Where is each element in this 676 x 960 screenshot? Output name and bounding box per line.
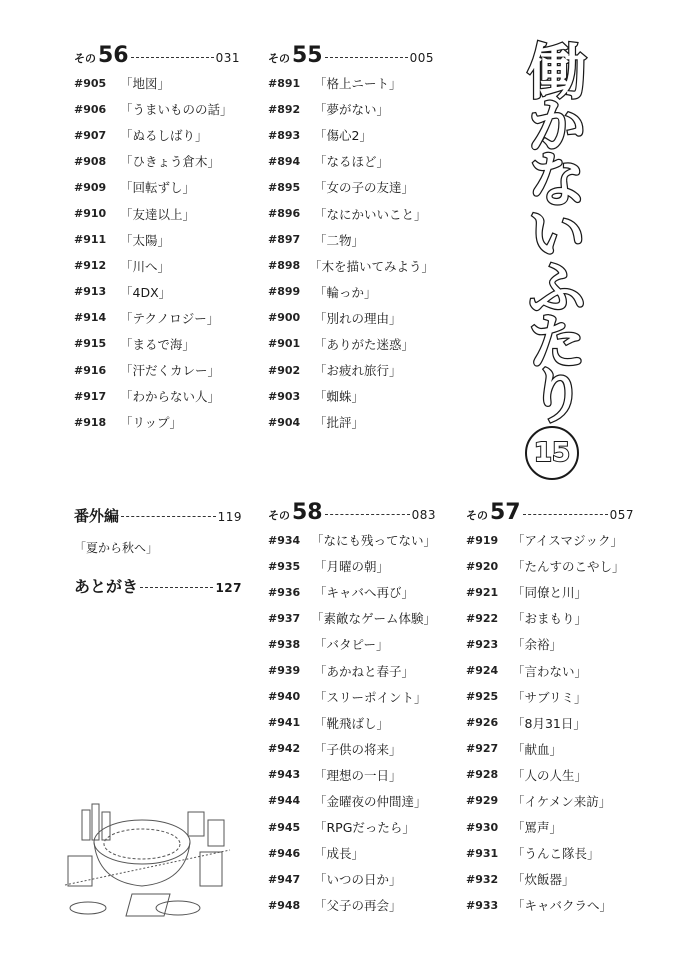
episode-list: [74, 70, 240, 435]
episode-title: 「別れの理由」: [314, 310, 402, 326]
episode-number: #907: [74, 128, 107, 142]
episode-list: [268, 70, 434, 435]
episode-number: #939: [268, 664, 301, 678]
leader-dots: [523, 514, 608, 515]
episode-number: #922: [466, 611, 499, 625]
episode-number: #941: [268, 716, 301, 730]
episode-title: 「わからない人」: [120, 389, 221, 405]
episode-title: 「二物」: [314, 232, 365, 248]
episode-entry: [268, 710, 436, 736]
bonus-section: [74, 505, 242, 598]
episode-number: #892: [268, 102, 301, 116]
sono-label: その: [268, 52, 290, 65]
page-number: 005: [409, 51, 434, 65]
episode-title: 「たんすのこやし」: [512, 559, 625, 575]
episode-entry: [466, 657, 634, 683]
episode-number: #908: [74, 154, 107, 168]
section-58: [268, 500, 436, 918]
episode-title: 「川へ」: [120, 258, 171, 274]
episode-number: #946: [268, 846, 301, 860]
episode-entry: [74, 305, 240, 331]
section-header: [74, 43, 240, 70]
page-number: 119: [217, 510, 242, 524]
episode-number: #944: [268, 794, 301, 808]
episode-number: #891: [268, 76, 301, 90]
episode-entry: [466, 814, 634, 840]
episode-entry: [268, 605, 436, 631]
episode-entry: [268, 579, 436, 605]
section-number: 55: [292, 43, 323, 68]
episode-entry: [268, 305, 434, 331]
episode-entry: [74, 122, 240, 148]
episode-number: #932: [466, 872, 499, 886]
episode-number: #910: [74, 207, 107, 221]
episode-number: #902: [268, 363, 301, 377]
section-56: [74, 43, 240, 435]
episode-entry: [466, 762, 634, 788]
section-55: [268, 43, 434, 435]
episode-number: #898: [268, 259, 301, 273]
episode-title: 「なるほど」: [314, 154, 390, 170]
page-number: 031: [215, 51, 240, 65]
episode-title: 「素敵なゲーム体験」: [310, 611, 436, 627]
episode-title: 「子供の将来」: [314, 741, 402, 757]
episode-entry: [74, 148, 240, 174]
leader-dots: [121, 516, 216, 517]
episode-title: 「キャバへ再び」: [314, 585, 415, 601]
leader-dots: [140, 587, 213, 588]
section-number: 56: [98, 43, 129, 68]
episode-entry: [466, 684, 634, 710]
leader-dots: [131, 57, 214, 58]
episode-entry: [268, 70, 434, 96]
episode-number: #942: [268, 742, 301, 756]
episode-entry: [466, 788, 634, 814]
afterword-header: [74, 574, 242, 598]
episode-number: #931: [466, 846, 499, 860]
episode-number: #916: [74, 363, 107, 377]
episode-title: 「いつの日か」: [314, 872, 402, 888]
episode-title: 「ぬるしばり」: [120, 128, 208, 144]
episode-number: #930: [466, 820, 499, 834]
episode-number: #935: [268, 559, 301, 573]
episode-number: #928: [466, 768, 499, 782]
episode-title: 「言わない」: [512, 663, 588, 679]
episode-entry: [74, 200, 240, 226]
bonus-header: [74, 505, 242, 529]
episode-entry: [268, 200, 434, 226]
episode-number: #924: [466, 664, 499, 678]
episode-entry: [268, 553, 436, 579]
episode-title: 「人の人生」: [512, 767, 588, 783]
leader-dots: [325, 57, 408, 58]
episode-entry: [466, 553, 634, 579]
episode-entry: [268, 684, 436, 710]
episode-title: 「イケメン来訪」: [512, 793, 612, 809]
episode-entry: [74, 409, 240, 435]
episode-title: 「太陽」: [120, 232, 171, 248]
episode-title: 「キャバクラへ」: [512, 898, 613, 914]
episode-entry: [268, 814, 436, 840]
episode-number: #925: [466, 690, 499, 704]
episode-title: 「夢がない」: [314, 102, 390, 118]
episode-number: #904: [268, 415, 301, 429]
episode-number: #895: [268, 180, 301, 194]
episode-title: 「おまもり」: [512, 611, 588, 627]
episode-list: [466, 527, 634, 918]
episode-entry: [466, 710, 634, 736]
episode-title: 「回転ずし」: [120, 180, 196, 196]
episode-number: #923: [466, 637, 499, 651]
episode-entry: [74, 227, 240, 253]
episode-entry: [74, 174, 240, 200]
episode-entry: [466, 527, 634, 553]
episode-list: [268, 527, 436, 918]
page-number: 083: [411, 508, 436, 522]
episode-title: 「ひきょう倉木」: [120, 154, 221, 170]
section-header: [268, 500, 436, 527]
episode-title: 「汗だくカレー」: [120, 363, 221, 379]
episode-title: 「同僚と川」: [512, 585, 588, 601]
episode-entry: [268, 736, 436, 762]
episode-title: 「靴飛ばし」: [314, 715, 390, 731]
episode-entry: [268, 840, 436, 866]
episode-entry: [268, 631, 436, 657]
episode-title: 「献血」: [512, 741, 563, 757]
episode-title: 「格上ニート」: [314, 76, 402, 92]
page-number: 127: [215, 581, 242, 595]
episode-entry: [74, 331, 240, 357]
episode-number: #940: [268, 690, 301, 704]
episode-entry: [268, 148, 434, 174]
section-number: 58: [292, 500, 323, 525]
episode-number: #900: [268, 311, 301, 325]
episode-title: 「理想の一日」: [314, 767, 402, 783]
episode-title: 「ありがた迷惑」: [314, 336, 415, 352]
episode-entry: [74, 253, 240, 279]
episode-title: 「父子の再会」: [314, 898, 402, 914]
table-sketch-illustration: [60, 790, 240, 930]
episode-title: 「木を描いてみよう」: [308, 258, 434, 274]
episode-number: #948: [268, 898, 301, 912]
sono-label: その: [268, 509, 290, 522]
episode-number: #919: [466, 533, 499, 547]
episode-title: 「金曜夜の仲間達」: [314, 793, 427, 809]
afterword-heading: あとがき: [74, 577, 139, 596]
episode-entry: [268, 657, 436, 683]
episode-number: #915: [74, 337, 107, 351]
episode-entry: [74, 279, 240, 305]
episode-entry: [268, 892, 436, 918]
episode-title: 「地図」: [120, 76, 171, 92]
episode-number: #899: [268, 285, 301, 299]
episode-number: #897: [268, 233, 301, 247]
bonus-heading: 番外編: [74, 507, 120, 525]
section-number: 57: [490, 500, 521, 525]
episode-entry: [268, 357, 434, 383]
episode-number: #927: [466, 742, 499, 756]
episode-title: 「8月31日」: [512, 715, 586, 731]
episode-title: 「女の子の友達」: [314, 180, 415, 196]
title-block: [512, 40, 592, 480]
episode-number: #918: [74, 415, 107, 429]
episode-entry: [268, 409, 434, 435]
episode-entry: [268, 227, 434, 253]
episode-entry: [466, 579, 634, 605]
episode-title: 「成長」: [314, 846, 365, 862]
episode-title: 「まるで海」: [120, 336, 195, 352]
episode-number: #894: [268, 154, 301, 168]
episode-title: 「傷心2」: [314, 128, 372, 144]
sono-label: その: [466, 509, 488, 522]
episode-number: #945: [268, 820, 301, 834]
episode-title: 「批評」: [314, 415, 365, 431]
episode-entry: [466, 866, 634, 892]
episode-title: 「テクノロジー」: [120, 310, 220, 326]
episode-title: 「蜘蛛」: [314, 389, 365, 405]
episode-number: #933: [466, 898, 499, 912]
episode-title: 「アイスマジック」: [512, 533, 624, 549]
episode-number: #926: [466, 716, 499, 730]
episode-title: 「サブリミ」: [512, 689, 587, 705]
episode-title: 「うんこ隊長」: [512, 846, 600, 862]
episode-number: #938: [268, 637, 301, 651]
episode-entry: [466, 892, 634, 918]
episode-number: #947: [268, 872, 301, 886]
sono-label: その: [74, 52, 96, 65]
episode-entry: [466, 605, 634, 631]
episode-entry: [466, 631, 634, 657]
episode-title: 「リップ」: [120, 415, 183, 431]
episode-entry: [74, 383, 240, 409]
episode-number: #914: [74, 311, 107, 325]
episode-number: #893: [268, 128, 301, 142]
episode-entry: [74, 357, 240, 383]
episode-entry: [268, 762, 436, 788]
episode-title: 「お疲れ旅行」: [314, 363, 402, 379]
section-57: [466, 500, 634, 918]
episode-entry: [268, 866, 436, 892]
episode-number: #901: [268, 337, 301, 351]
episode-entry: [268, 383, 434, 409]
episode-entry: [268, 96, 434, 122]
volume-badge: 15: [525, 426, 579, 480]
episode-entry: [268, 174, 434, 200]
episode-number: #911: [74, 233, 107, 247]
episode-entry: [74, 96, 240, 122]
episode-title: 「なにも残ってない」: [310, 533, 436, 549]
episode-entry: [268, 279, 434, 305]
episode-number: #903: [268, 389, 301, 403]
episode-number: #905: [74, 76, 107, 90]
episode-entry: [268, 331, 434, 357]
episode-title: 「RPGだったら」: [314, 820, 415, 836]
episode-title: 「罵声」: [512, 820, 563, 836]
episode-number: #906: [74, 102, 107, 116]
episode-entry: [268, 788, 436, 814]
episode-title: 「うまいものの話」: [120, 102, 233, 118]
episode-title: 「スリーポイント」: [314, 689, 427, 705]
book-title: 働かないふたり: [517, 40, 587, 418]
leader-dots: [325, 514, 410, 515]
episode-entry: [268, 253, 434, 279]
episode-title: 「炊飯器」: [512, 872, 575, 888]
episode-title: 「バタピー」: [314, 637, 389, 653]
episode-entry: [466, 840, 634, 866]
episode-number: #937: [268, 611, 301, 625]
episode-number: #909: [74, 180, 107, 194]
bonus-subtitle: 「夏から秋へ」: [74, 541, 159, 555]
episode-entry: [268, 122, 434, 148]
episode-title: 「4DX」: [120, 284, 172, 300]
episode-number: #929: [466, 794, 499, 808]
episode-number: #920: [466, 559, 499, 573]
episode-number: #936: [268, 585, 301, 599]
episode-title: 「余裕」: [512, 637, 563, 653]
episode-number: #896: [268, 207, 301, 221]
episode-entry: [74, 70, 240, 96]
episode-number: #943: [268, 768, 301, 782]
episode-title: 「あかねと春子」: [314, 663, 415, 679]
episode-title: 「なにかいいこと」: [314, 206, 427, 222]
section-header: [268, 43, 434, 70]
episode-number: #917: [74, 389, 107, 403]
section-header: [466, 500, 634, 527]
episode-entry: [268, 527, 436, 553]
episode-entry: [466, 736, 634, 762]
episode-number: #913: [74, 285, 107, 299]
episode-number: #921: [466, 585, 499, 599]
episode-title: 「友達以上」: [120, 206, 196, 222]
episode-title: 「輪っか」: [314, 284, 377, 300]
page-number: 057: [609, 508, 634, 522]
episode-number: #934: [268, 533, 301, 547]
episode-title: 「月曜の朝」: [314, 559, 390, 575]
episode-number: #912: [74, 259, 107, 273]
